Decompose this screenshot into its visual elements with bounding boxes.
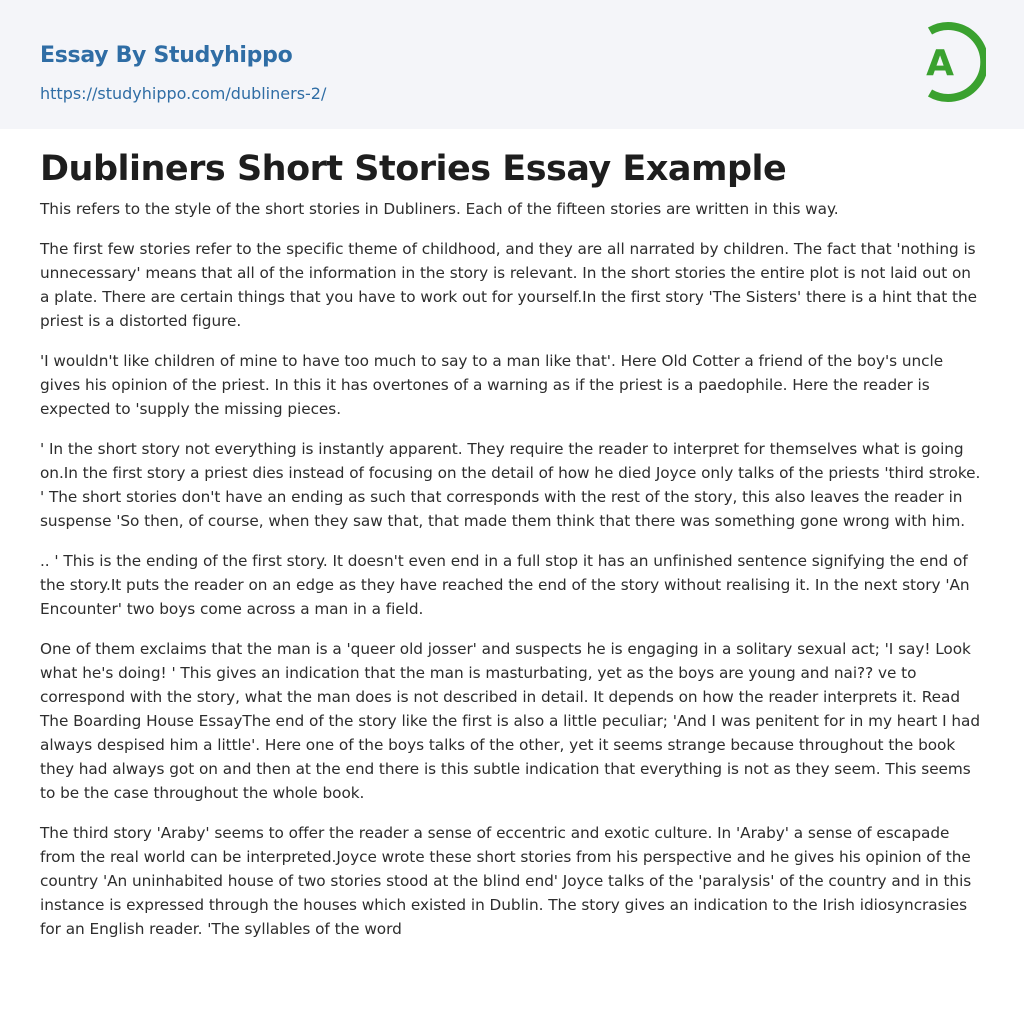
site-title: Essay By Studyhippo <box>40 43 293 68</box>
studyhippo-logo[interactable] <box>912 19 986 105</box>
essay-paragraph: 'I wouldn't like children of mine to have too much to say to a man like that'. Here Old Cotter a friend of the boy's uncle gives his opinion of the priest. In this it has overtones of a warning as if the priest is a paedophile. Here the reader is expected to 'supply the missing pieces. <box>40 352 944 418</box>
essay-paragraph: This refers to the style of the short stories in Dubliners. Each of the fifteen stories are written in this way. <box>40 200 839 218</box>
source-url-link[interactable]: https://studyhippo.com/dubliners-2/ <box>40 84 327 103</box>
essay-body <box>40 197 984 941</box>
essay-paragraph: The third story 'Araby' seems to offer the reader a sense of eccentric and exotic culture. In 'Araby' a sense of escapade from the real world can be interpreted.Joyce wrote these short stories from his perspective and he gives his opinion of the country 'An uninhabited house of two stories stood at the blind end' Joyce talks of the 'paralysis' of the country and in this instance is expressed through the houses which existed in Dublin. The story gives an indication to the Irish idiosyncrasies for an English reader. 'The syllables of the word <box>40 824 972 938</box>
essay-paragraph: ' In the short story not everything is instantly apparent. They require the reader to interpret for themselves what is going on.In the first story a priest dies instead of focusing on the detail of how he died Joyce only talks of the priests 'third stroke. ' The short stories don't have an ending as such that corresponds with the rest of the story, this also leaves the reader in suspense 'So then, of course, when they saw that, that made them think that there was something gone wrong with him. <box>40 440 981 530</box>
essay-paragraph: .. ' This is the ending of the first story. It doesn't even end in a full stop it has an unfinished sentence signifying the end of the story.It puts the reader on an edge as they have reached the end of the story without realising it. In the next story 'An Encounter' two boys come across a man in a field. <box>40 552 970 618</box>
main-content <box>0 147 1024 941</box>
essay-paragraph: One of them exclaims that the man is a 'queer old josser' and suspects he is engaging in a solitary sexual act; 'I say! Look what he's doing! ' This gives an indication that the man is masturbating, yet as the boys are young and nai?? ve to correspond with the story, what the man does is not described in detail. It depends on how the reader interprets it. Read The Boarding House EssayThe end of the story like the first is also a little peculiar; 'And I was penitent for in my heart I had always despised him a little'. Here one of the boys talks of the other, yet it seems strange because throughout the book they had always got on and then at the end there is this subtle indication that everything is not as they seem. This seems to be the case throughout the whole book. <box>40 640 981 802</box>
page-title: Dubliners Short Stories Essay Example <box>40 149 787 189</box>
logo-letter: A <box>926 43 954 84</box>
logo-a-icon <box>912 19 986 105</box>
site-header <box>0 0 1024 129</box>
essay-paragraph: The first few stories refer to the specific theme of childhood, and they are all narrated by children. The fact that 'nothing is unnecessary' means that all of the information in the story is relevant. In the short stories the entire plot is not laid out on a plate. There are certain things that you have to work out for yourself.In the first story 'The Sisters' there is a hint that the priest is a distorted figure. <box>40 240 977 330</box>
